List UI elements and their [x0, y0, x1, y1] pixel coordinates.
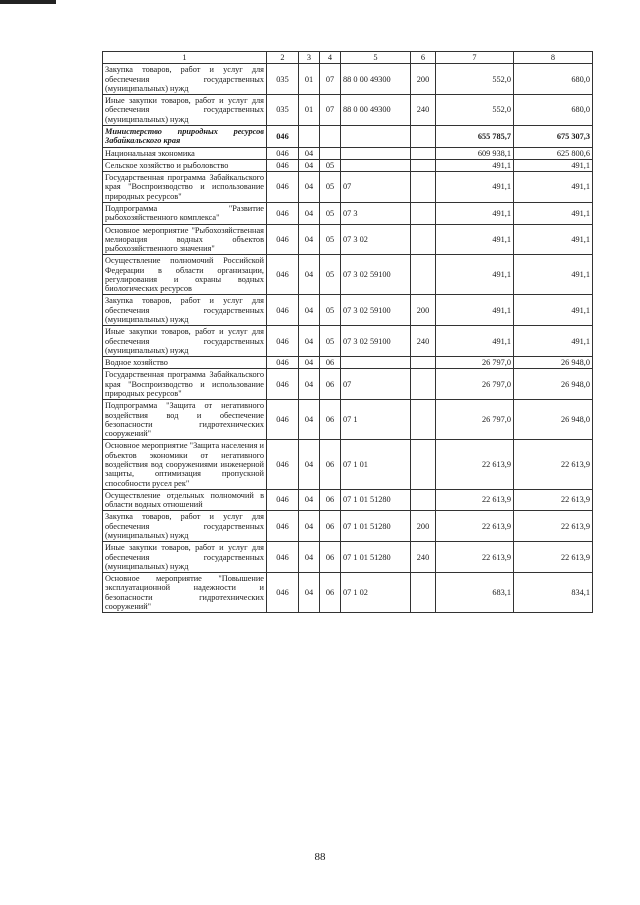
amount-year2-cell: 26 948,0 — [514, 369, 593, 400]
subsection-code-cell: 05 — [320, 202, 341, 224]
ministry-code-cell: 046 — [267, 400, 299, 440]
section-code-cell: 01 — [299, 95, 320, 126]
amount-year1-cell: 683,1 — [436, 573, 514, 613]
subsection-code-cell: 06 — [320, 357, 341, 369]
row-name-cell: Государственная программа Забайкальского края "Воспроизводство и использование природных ресурсов" — [103, 369, 267, 400]
row-name-cell: Осуществление полномочий Российской Федерации в области организации, регулирования и охраны водных биологических ресурсов — [103, 255, 267, 295]
target-article-cell — [341, 159, 411, 171]
row-name-cell: Подпрограмма "Развитие рыбохозяйственного комплекса" — [103, 202, 267, 224]
subsection-code-cell: 06 — [320, 542, 341, 573]
row-name-cell: Национальная экономика — [103, 147, 267, 159]
expense-type-cell: 240 — [411, 326, 436, 357]
amount-year2-cell: 834,1 — [514, 573, 593, 613]
amount-year2-cell: 491,1 — [514, 295, 593, 326]
header-col-4: 4 — [320, 52, 341, 64]
table-row — [103, 440, 593, 489]
target-article-cell — [341, 147, 411, 159]
amount-year1-cell: 26 797,0 — [436, 400, 514, 440]
amount-year1-cell: 552,0 — [436, 95, 514, 126]
row-name-cell: Закупка товаров, работ и услуг для обеспечения государственных (муниципальных) нужд — [103, 295, 267, 326]
section-code-cell: 04 — [299, 542, 320, 573]
ministry-code-cell: 046 — [267, 326, 299, 357]
amount-year2-cell: 26 948,0 — [514, 400, 593, 440]
section-code-cell: 04 — [299, 295, 320, 326]
header-col-7: 7 — [436, 52, 514, 64]
amount-year2-cell: 680,0 — [514, 95, 593, 126]
table-row — [103, 511, 593, 542]
expense-type-cell: 200 — [411, 64, 436, 95]
expense-type-cell: 240 — [411, 95, 436, 126]
subsection-code-cell: 05 — [320, 224, 341, 255]
section-code-cell: 04 — [299, 489, 320, 511]
expense-type-cell: 200 — [411, 295, 436, 326]
budget-table — [102, 51, 593, 613]
target-article-cell: 07 3 02 59100 — [341, 326, 411, 357]
target-article-cell: 07 — [341, 369, 411, 400]
amount-year2-cell: 22 613,9 — [514, 489, 593, 511]
table-row — [103, 400, 593, 440]
amount-year2-cell: 491,1 — [514, 202, 593, 224]
section-code-cell: 01 — [299, 64, 320, 95]
ministry-code-cell: 046 — [267, 224, 299, 255]
amount-year1-cell: 491,1 — [436, 224, 514, 255]
table-row — [103, 326, 593, 357]
amount-year1-cell: 26 797,0 — [436, 369, 514, 400]
header-row — [103, 52, 593, 64]
section-code-cell: 04 — [299, 440, 320, 489]
expense-type-cell — [411, 369, 436, 400]
subsection-code-cell: 07 — [320, 64, 341, 95]
expense-type-cell — [411, 202, 436, 224]
subsection-code-cell: 07 — [320, 95, 341, 126]
table-row — [103, 172, 593, 203]
section-code-cell: 04 — [299, 202, 320, 224]
section-code-cell: 04 — [299, 369, 320, 400]
amount-year2-cell: 22 613,9 — [514, 440, 593, 489]
row-name-cell: Основное мероприятие "Повышение эксплуатационной надежности и безопасности гидротехнических сооружений" — [103, 573, 267, 613]
section-code-cell: 04 — [299, 400, 320, 440]
amount-year2-cell: 625 800,6 — [514, 147, 593, 159]
target-article-cell: 07 1 01 51280 — [341, 489, 411, 511]
subsection-code-cell: 06 — [320, 573, 341, 613]
amount-year1-cell: 491,1 — [436, 202, 514, 224]
target-article-cell — [341, 357, 411, 369]
amount-year2-cell: 491,1 — [514, 172, 593, 203]
subsection-code-cell — [320, 147, 341, 159]
amount-year2-cell: 22 613,9 — [514, 511, 593, 542]
amount-year1-cell: 552,0 — [436, 64, 514, 95]
table-row — [103, 64, 593, 95]
row-name-cell: Министерство природных ресурсов Забайкальского края — [103, 125, 267, 147]
ministry-code-cell: 046 — [267, 542, 299, 573]
row-name-cell: Иные закупки товаров, работ и услуг для обеспечения государственных (муниципальных) нужд — [103, 95, 267, 126]
section-code-cell: 04 — [299, 255, 320, 295]
target-article-cell — [341, 125, 411, 147]
amount-year2-cell: 680,0 — [514, 64, 593, 95]
row-name-cell: Сельское хозяйство и рыболовство — [103, 159, 267, 171]
table-row — [103, 95, 593, 126]
table-row — [103, 224, 593, 255]
expense-type-cell: 200 — [411, 511, 436, 542]
expense-type-cell — [411, 357, 436, 369]
ministry-code-cell: 046 — [267, 202, 299, 224]
table-row — [103, 159, 593, 171]
row-name-cell: Основное мероприятие "Рыбохозяйственная мелиорация водных объектов рыбохозяйственного значения" — [103, 224, 267, 255]
amount-year2-cell: 22 613,9 — [514, 542, 593, 573]
section-code-cell: 04 — [299, 511, 320, 542]
table-body — [103, 64, 593, 613]
ministry-code-cell: 046 — [267, 125, 299, 147]
target-article-cell: 88 0 00 49300 — [341, 64, 411, 95]
expense-type-cell — [411, 255, 436, 295]
expense-type-cell — [411, 224, 436, 255]
target-article-cell: 07 — [341, 172, 411, 203]
header-col-5: 5 — [341, 52, 411, 64]
header-col-1: 1 — [103, 52, 267, 64]
ministry-code-cell: 046 — [267, 369, 299, 400]
amount-year2-cell: 675 307,3 — [514, 125, 593, 147]
row-name-cell: Основное мероприятие "Защита населения и объектов экономики от негативного воздействия вод сооружениями инженерной защиты, оптимизация пропускной способности русел рек" — [103, 440, 267, 489]
amount-year2-cell: 491,1 — [514, 255, 593, 295]
row-name-cell: Подпрограмма "Защита от негативного воздействия вод и обеспечение безопасности гидротехнических сооружений" — [103, 400, 267, 440]
target-article-cell: 07 1 — [341, 400, 411, 440]
amount-year1-cell: 491,1 — [436, 172, 514, 203]
section-code-cell: 04 — [299, 224, 320, 255]
target-article-cell: 07 1 01 — [341, 440, 411, 489]
header-col-8: 8 — [514, 52, 593, 64]
ministry-code-cell: 035 — [267, 64, 299, 95]
target-article-cell: 07 3 02 59100 — [341, 295, 411, 326]
expense-type-cell: 240 — [411, 542, 436, 573]
ministry-code-cell: 046 — [267, 440, 299, 489]
subsection-code-cell: 06 — [320, 369, 341, 400]
expense-type-cell — [411, 147, 436, 159]
amount-year1-cell: 491,1 — [436, 326, 514, 357]
section-code-cell: 04 — [299, 147, 320, 159]
amount-year1-cell: 22 613,9 — [436, 511, 514, 542]
amount-year2-cell: 491,1 — [514, 326, 593, 357]
target-article-cell: 07 3 02 59100 — [341, 255, 411, 295]
table-row — [103, 255, 593, 295]
section-code-cell — [299, 125, 320, 147]
table-header — [103, 52, 593, 64]
expense-type-cell — [411, 573, 436, 613]
amount-year1-cell: 22 613,9 — [436, 440, 514, 489]
row-name-cell: Закупка товаров, работ и услуг для обеспечения государственных (муниципальных) нужд — [103, 511, 267, 542]
subsection-code-cell: 06 — [320, 400, 341, 440]
amount-year1-cell: 26 797,0 — [436, 357, 514, 369]
subsection-code-cell: 05 — [320, 326, 341, 357]
table-row — [103, 542, 593, 573]
subsection-code-cell: 06 — [320, 511, 341, 542]
row-name-cell: Иные закупки товаров, работ и услуг для обеспечения государственных (муниципальных) нужд — [103, 542, 267, 573]
row-name-cell: Иные закупки товаров, работ и услуг для обеспечения государственных (муниципальных) нужд — [103, 326, 267, 357]
amount-year2-cell: 26 948,0 — [514, 357, 593, 369]
expense-type-cell — [411, 489, 436, 511]
amount-year1-cell: 491,1 — [436, 295, 514, 326]
row-name-cell: Закупка товаров, работ и услуг для обеспечения государственных (муниципальных) нужд — [103, 64, 267, 95]
header-col-2: 2 — [267, 52, 299, 64]
ministry-code-cell: 046 — [267, 573, 299, 613]
expense-type-cell — [411, 125, 436, 147]
row-name-cell: Государственная программа Забайкальского края "Воспроизводство и использование природных ресурсов" — [103, 172, 267, 203]
amount-year2-cell: 491,1 — [514, 159, 593, 171]
table-row — [103, 147, 593, 159]
section-code-cell: 04 — [299, 573, 320, 613]
table-row — [103, 357, 593, 369]
ministry-code-cell: 046 — [267, 172, 299, 203]
page-number: 88 — [314, 851, 326, 863]
table-row — [103, 295, 593, 326]
row-name-cell: Осуществление отдельных полномочий в области водных отношений — [103, 489, 267, 511]
ministry-code-cell: 046 — [267, 255, 299, 295]
table-row — [103, 369, 593, 400]
target-article-cell: 88 0 00 49300 — [341, 95, 411, 126]
amount-year1-cell: 491,1 — [436, 255, 514, 295]
row-name-cell: Водное хозяйство — [103, 357, 267, 369]
ministry-code-cell: 046 — [267, 147, 299, 159]
header-col-3: 3 — [299, 52, 320, 64]
amount-year1-cell: 22 613,9 — [436, 489, 514, 511]
subsection-code-cell: 05 — [320, 172, 341, 203]
ministry-code-cell: 046 — [267, 295, 299, 326]
expense-type-cell — [411, 400, 436, 440]
expense-type-cell — [411, 159, 436, 171]
section-code-cell: 04 — [299, 172, 320, 203]
target-article-cell: 07 3 02 — [341, 224, 411, 255]
amount-year1-cell: 655 785,7 — [436, 125, 514, 147]
amount-year1-cell: 22 613,9 — [436, 542, 514, 573]
ministry-code-cell: 046 — [267, 511, 299, 542]
scan-corner-mark — [0, 0, 56, 4]
section-code-cell: 04 — [299, 159, 320, 171]
amount-year2-cell: 491,1 — [514, 224, 593, 255]
expense-type-cell — [411, 440, 436, 489]
subsection-code-cell: 06 — [320, 489, 341, 511]
ministry-code-cell: 046 — [267, 489, 299, 511]
subsection-code-cell: 06 — [320, 440, 341, 489]
subsection-code-cell: 05 — [320, 159, 341, 171]
amount-year1-cell: 491,1 — [436, 159, 514, 171]
subsection-code-cell: 05 — [320, 255, 341, 295]
target-article-cell: 07 3 — [341, 202, 411, 224]
header-col-6: 6 — [411, 52, 436, 64]
ministry-code-cell: 046 — [267, 159, 299, 171]
expense-type-cell — [411, 172, 436, 203]
subsection-code-cell — [320, 125, 341, 147]
ministry-code-cell: 035 — [267, 95, 299, 126]
target-article-cell: 07 1 01 51280 — [341, 542, 411, 573]
amount-year1-cell: 609 938,1 — [436, 147, 514, 159]
target-article-cell: 07 1 02 — [341, 573, 411, 613]
table-row — [103, 489, 593, 511]
section-code-cell: 04 — [299, 357, 320, 369]
ministry-code-cell: 046 — [267, 357, 299, 369]
table-row — [103, 573, 593, 613]
table-row — [103, 125, 593, 147]
table-row — [103, 202, 593, 224]
target-article-cell: 07 1 01 51280 — [341, 511, 411, 542]
subsection-code-cell: 05 — [320, 295, 341, 326]
section-code-cell: 04 — [299, 326, 320, 357]
